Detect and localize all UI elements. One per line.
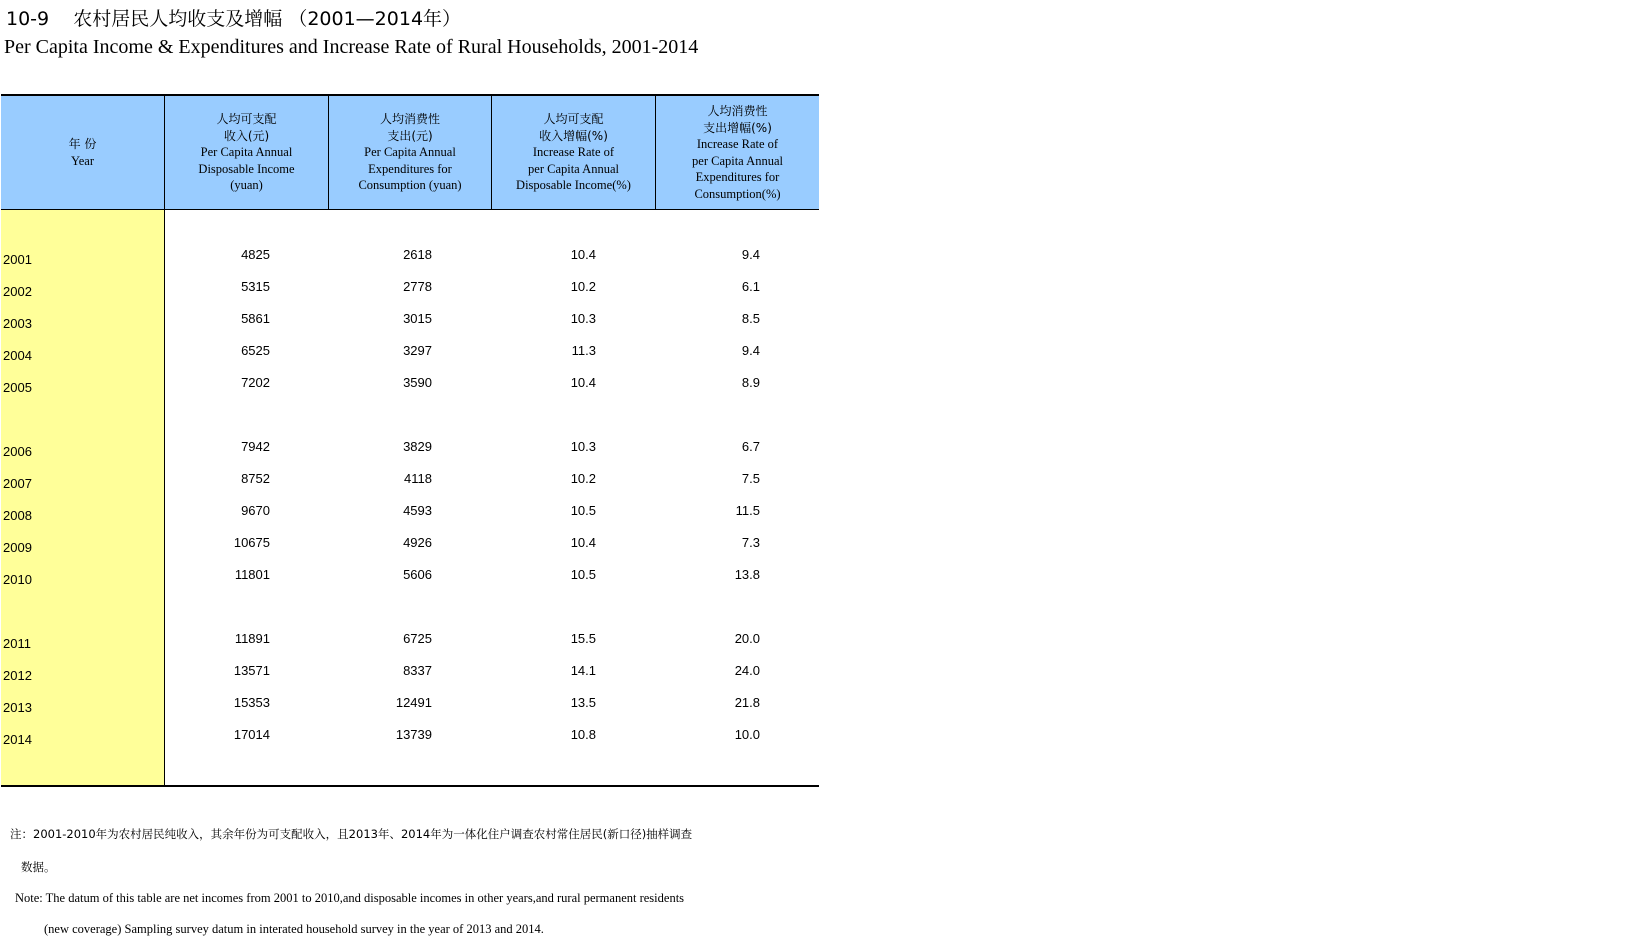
cell-expenditure-rate: 9.4: [741, 247, 760, 262]
cell-expenditure-rate: 9.4: [741, 343, 760, 358]
cell-expenditure: 12491: [395, 695, 432, 710]
cell-income-rate: 10.4: [570, 535, 596, 550]
cell-expenditure-rate: 7.3: [741, 535, 760, 550]
cell-income-rate: 10.5: [570, 503, 596, 518]
cell-income-rate: 10.2: [570, 471, 596, 486]
header-expenditure-cn-1: 人均消费性: [379, 112, 440, 127]
cell-income: 11801: [234, 567, 270, 582]
header-income-rate-en-2: per Capita Annual: [528, 161, 619, 176]
table-bottom-border: [1, 785, 819, 787]
cell-year: 2003: [3, 316, 32, 331]
cell-expenditure: 3829: [403, 439, 432, 454]
header-expenditure-en-3: Consumption (yuan): [358, 178, 462, 193]
cell-expenditure: 4926: [403, 535, 432, 550]
note-en-line-1: Note: The datum of this table are net incomes from 2001 to 2010,and disposable incomes in other years,and rural permanent residents: [15, 891, 685, 905]
header-income: [165, 96, 328, 209]
cell-expenditure: 2618: [403, 247, 432, 262]
cell-year: 2004: [3, 348, 32, 363]
table-row: [1, 503, 819, 523]
cell-expenditure: 6725: [403, 631, 432, 646]
cell-expenditure-rate: 8.5: [741, 311, 760, 326]
cell-income: 17014: [233, 727, 270, 742]
cell-income: 6525: [241, 343, 270, 358]
cell-year: 2014: [3, 732, 32, 747]
header-expenditure-rate-cn-2: 支出增幅(%): [703, 120, 772, 135]
cell-year: 2007: [3, 476, 32, 491]
cell-year: 2013: [3, 700, 32, 715]
cell-income: 7202: [241, 375, 270, 390]
header-income-rate-en-1: Increase Rate of: [532, 145, 615, 160]
header-expenditure-en-2: Expenditures for: [368, 161, 452, 176]
cell-expenditure: 3297: [403, 343, 432, 358]
table-row: [1, 247, 819, 267]
cell-expenditure-rate: 6.1: [741, 279, 760, 294]
cell-expenditure: 4118: [404, 471, 432, 486]
header-expenditure-rate-en-4: Consumption(%): [694, 186, 781, 201]
cell-year: 2002: [3, 284, 32, 299]
table-row: [1, 695, 819, 715]
table-row: [1, 375, 819, 395]
cell-income: 11891: [234, 631, 270, 646]
cell-income: 9670: [241, 503, 270, 518]
cell-income-rate: 15.5: [570, 631, 596, 646]
cell-income: 5315: [241, 279, 270, 294]
cell-income-rate: 11.3: [571, 343, 596, 358]
cell-expenditure-rate: 10.0: [734, 727, 760, 742]
table-row: [1, 663, 819, 683]
cell-income-rate: 10.4: [570, 247, 596, 262]
cell-expenditure: 3590: [403, 375, 432, 390]
table-row: [1, 439, 819, 459]
cell-expenditure-rate: 24.0: [734, 663, 760, 678]
header-income-cn-1: 人均可支配: [216, 112, 277, 127]
header-year-cn: 年 份: [68, 137, 97, 151]
cell-income: 10675: [233, 535, 270, 550]
header-income-rate-en-3: Disposable Income(%): [516, 178, 631, 193]
cell-expenditure: 8337: [403, 663, 432, 678]
cell-expenditure-rate: 6.7: [741, 439, 760, 454]
header-income-rate-cn-2: 收入增幅(%): [539, 128, 608, 143]
header-income-en-1: Per Capita Annual: [200, 145, 293, 160]
cell-year: 2006: [3, 444, 32, 459]
cell-year: 2001: [3, 252, 32, 267]
cell-expenditure: 3015: [403, 311, 432, 326]
table-row: [1, 631, 819, 651]
cell-year: 2010: [3, 572, 32, 587]
cell-expenditure: 5606: [403, 567, 432, 582]
header-income-rate-cn-1: 人均可支配: [543, 112, 604, 127]
header-expenditure-rate-cn-1: 人均消费性: [707, 104, 768, 118]
cell-expenditure-rate: 11.5: [735, 503, 760, 518]
cell-income-rate: 10.3: [570, 439, 596, 454]
header-expenditure-cn-2: 支出(元): [387, 128, 433, 143]
cell-expenditure-rate: 21.8: [734, 695, 760, 710]
table-row: [1, 311, 819, 331]
header-expenditure-rate: [656, 96, 819, 209]
cell-income-rate: 10.3: [570, 311, 596, 326]
header-expenditure-rate-en-2: per Capita Annual: [692, 153, 783, 168]
cell-expenditure-rate: 13.8: [734, 567, 760, 582]
cell-year: 2009: [3, 540, 32, 555]
header-expenditure: [329, 96, 491, 209]
table-row: [1, 535, 819, 555]
header-income-en-2: Disposable Income: [198, 161, 295, 176]
header-expenditure-en-1: Per Capita Annual: [364, 145, 456, 160]
cell-income: 15353: [233, 695, 270, 710]
header-expenditure-rate-en-1: Increase Rate of: [696, 137, 779, 151]
cell-income-rate: 10.8: [570, 727, 596, 742]
title-english: Per Capita Income & Expenditures and Increase Rate of Rural Households, 2001-2014: [4, 36, 699, 58]
data-table: [1, 94, 819, 788]
header-bottom-border: [1, 209, 819, 210]
title-chinese: 10-9 农村居民人均收支及增幅 （2001—2014年）: [6, 8, 462, 30]
cell-expenditure: 2778: [403, 279, 432, 294]
cell-income-rate: 10.5: [570, 567, 596, 582]
cell-expenditure-rate: 8.9: [741, 375, 760, 390]
note-cn-line-1: 注：2001-2010年为农村居民纯收入，其余年份为可支配收入，且2013年、2014年为一体化住户调查农村常住居民(新口径)抽样调查: [10, 827, 693, 841]
header-year: [1, 96, 164, 209]
cell-income: 13571: [233, 663, 270, 678]
cell-income-rate: 10.4: [570, 375, 596, 390]
cell-income-rate: 10.2: [570, 279, 596, 294]
cell-income: 8752: [241, 471, 270, 486]
cell-income: 7942: [241, 439, 270, 454]
cell-income: 5861: [241, 311, 270, 326]
note-en-line-2: (new coverage) Sampling survey datum in interated household survey in the year of 2013 and 2014.: [44, 922, 544, 936]
header-expenditure-rate-en-3: Expenditures for: [695, 170, 780, 184]
cell-expenditure: 13739: [395, 727, 432, 742]
cell-income: 4825: [241, 247, 270, 262]
table-row: [1, 471, 819, 491]
header-income-en-3: (yuan): [230, 178, 263, 193]
cell-expenditure: 4593: [403, 503, 432, 518]
cell-income-rate: 14.1: [570, 663, 596, 678]
cell-expenditure-rate: 20.0: [734, 631, 760, 646]
header-income-rate: [492, 96, 655, 209]
cell-year: 2005: [3, 380, 32, 395]
table-row: [1, 343, 819, 363]
table-row: [1, 727, 819, 747]
header-income-cn-2: 收入(元): [223, 128, 270, 143]
header-year-en: Year: [70, 153, 95, 168]
table-row: [1, 279, 819, 299]
cell-year: 2012: [3, 668, 32, 683]
table-row: [1, 567, 819, 587]
cell-income-rate: 13.5: [570, 695, 596, 710]
cell-year: 2011: [3, 636, 31, 651]
cell-expenditure-rate: 7.5: [741, 471, 760, 486]
note-cn-line-2: 数据。: [21, 860, 56, 874]
cell-year: 2008: [3, 508, 32, 523]
